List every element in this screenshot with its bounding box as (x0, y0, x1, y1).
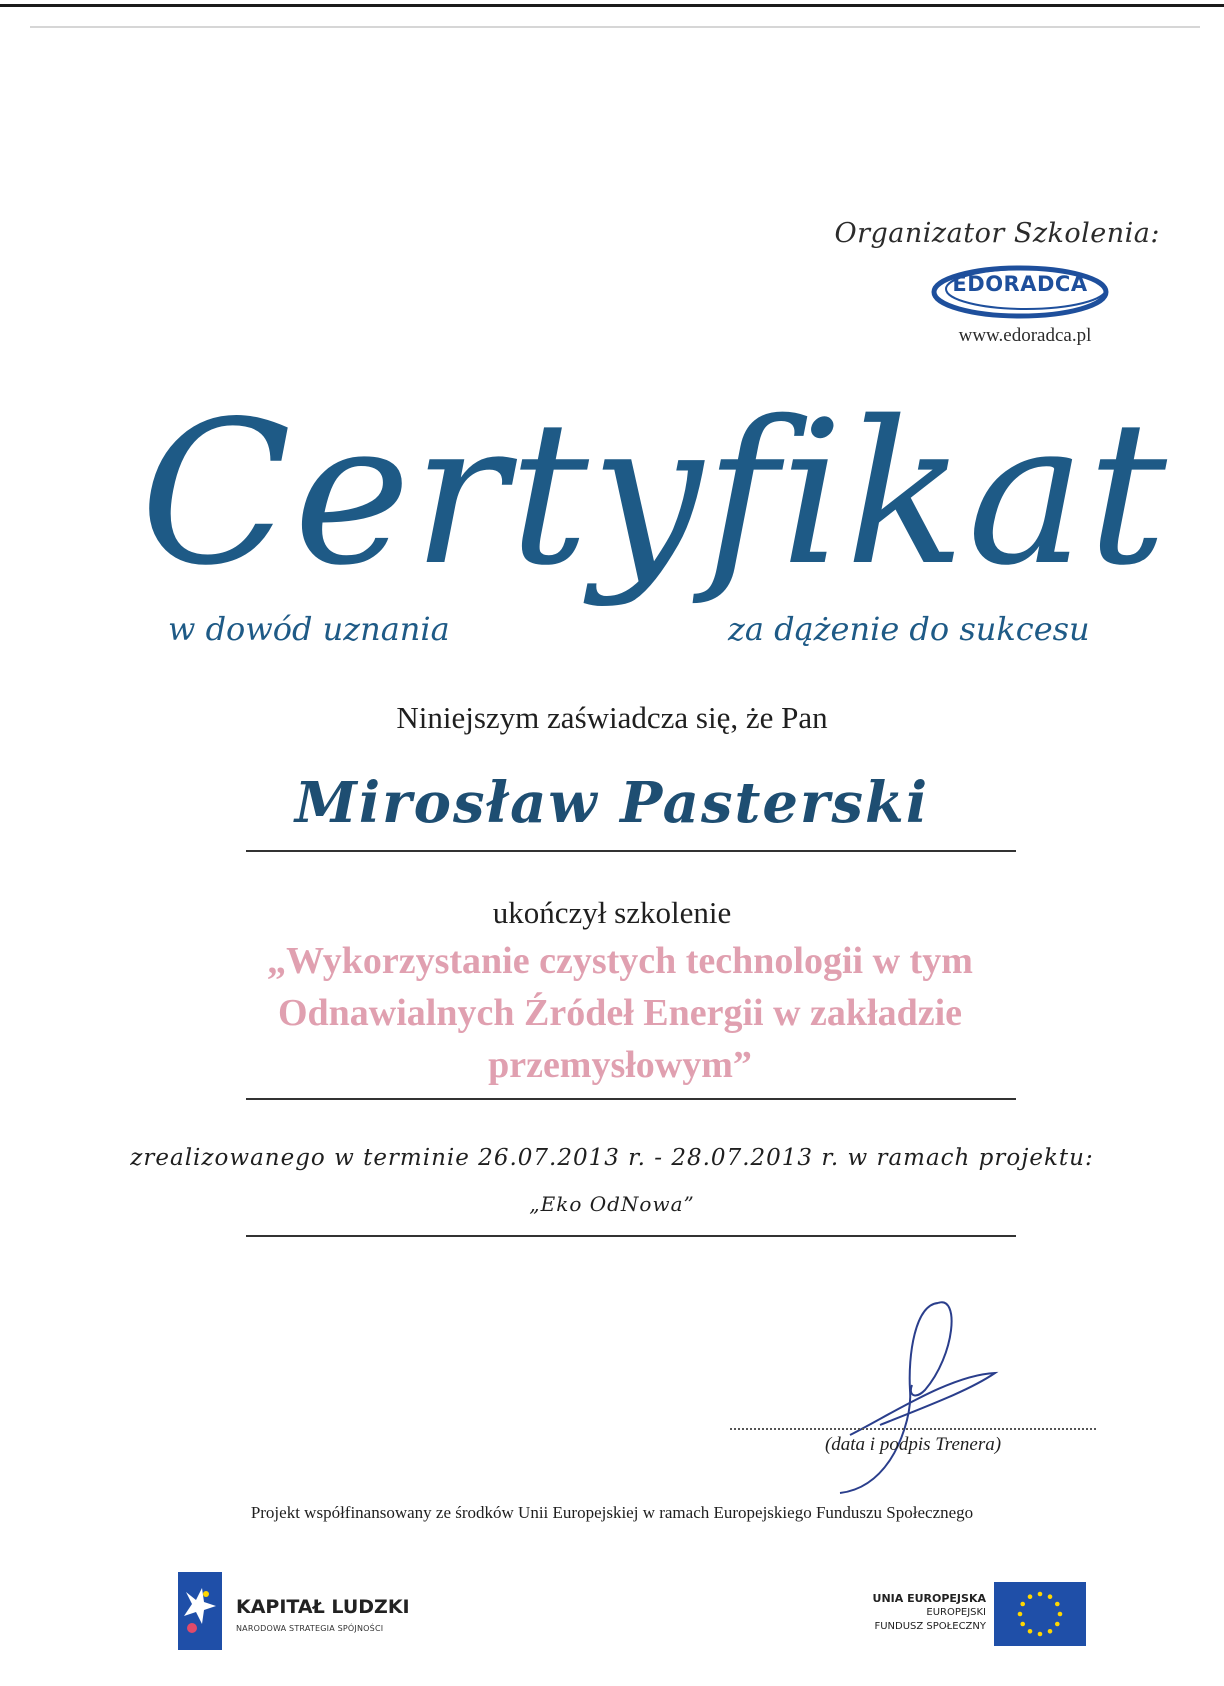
eu-star (1048, 1594, 1053, 1599)
certificate-title: Certyfikat (140, 378, 1169, 609)
trainer-signature-icon (820, 1295, 1000, 1495)
subtitle-right: za dążenie do sukcesu (728, 610, 1090, 648)
course-title: „Wykorzystanie czystych technologii w tym Odnawialnych Źródeł Energii w zakładzie przemysłowym” (267, 940, 973, 1086)
eu-star (1038, 1632, 1043, 1637)
top-border (0, 4, 1224, 7)
signature-label: (data i podpis Trenera) (824, 1434, 1002, 1455)
eu-line-3: FUNDUSZ SPOŁECZNY (874, 1621, 986, 1632)
eu-line-1: UNIA EUROPEJSKA (872, 1592, 986, 1605)
divider-line (246, 1235, 1016, 1237)
eu-star (1038, 1592, 1043, 1597)
eu-star (1028, 1629, 1033, 1634)
eu-star (1020, 1622, 1025, 1627)
divider-line (246, 1098, 1016, 1100)
subtitle-left: w dowód uznania (168, 610, 450, 648)
signature-dotted-line (730, 1428, 1096, 1430)
eu-star (1018, 1612, 1023, 1617)
kapital-ludzki-subtitle: NARODOWA STRATEGIA SPÓJNOŚCI (236, 1624, 384, 1633)
recipient-name: Mirosław Pasterski (294, 770, 930, 836)
cofinance-text: Projekt współfinansowany ze środków Unii Europejskiej w ramach Europejskiego Funduszu Społecznego (250, 1503, 974, 1522)
eu-star (1055, 1622, 1060, 1627)
eu-star (1048, 1629, 1053, 1634)
organizer-website: www.edoradca.pl (958, 325, 1092, 346)
eu-line-2: EUROPEJSKI (926, 1607, 986, 1618)
project-name: „Eko OdNowa” (529, 1192, 695, 1216)
eu-star (1058, 1612, 1063, 1617)
eu-star (1020, 1602, 1025, 1607)
completed-text: ukończył szkolenie (492, 895, 732, 930)
realized-text: zrealizowanego w terminie 26.07.2013 r. - 28.07.2013 r. w ramach projektu: (130, 1145, 1094, 1171)
organizer-label: Organizator Szkolenia: (834, 218, 1160, 249)
eu-star (1055, 1602, 1060, 1607)
eu-star (1028, 1594, 1033, 1599)
edoradca-logo-text: EDORADCA (952, 272, 1088, 296)
certify-text: Niniejszym zaświadcza się, że Pan (396, 700, 828, 735)
scan-shadow-line (30, 26, 1200, 28)
kapital-ludzki-emblem-icon (178, 1572, 222, 1650)
kapital-ludzki-title: KAPITAŁ LUDZKI (236, 1596, 410, 1618)
eu-flag-icon (994, 1582, 1086, 1646)
eu-fund-text (800, 1592, 986, 1634)
divider-line (246, 850, 1016, 852)
